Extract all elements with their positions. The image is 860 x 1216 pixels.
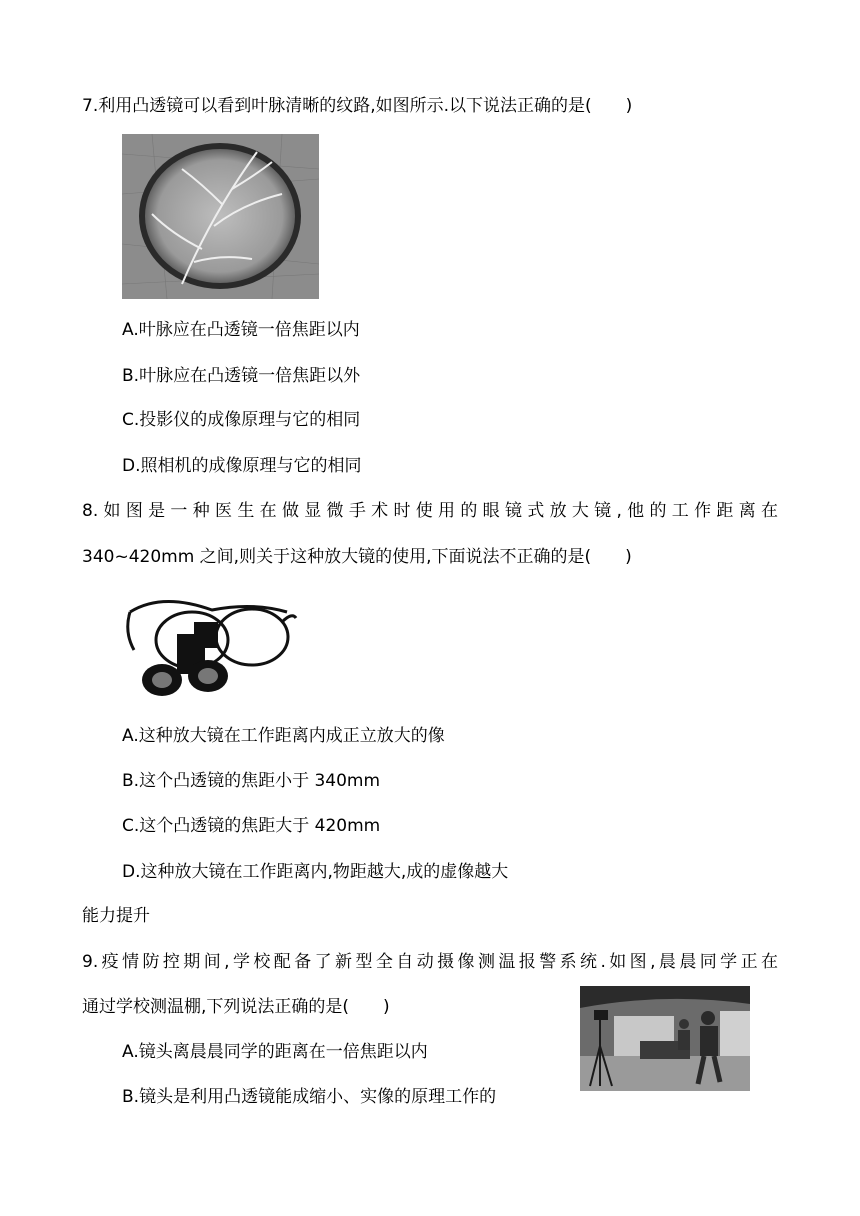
temperature-booth-photo xyxy=(580,986,750,1091)
question-8-option-b: B.这个凸透镜的焦距小于 340mm xyxy=(122,771,381,791)
question-8-stem-line-2: 340~420mm 之间,则关于这种放大镜的使用,下面说法不正确的是( ) xyxy=(82,547,632,567)
question-8-stem-line-1: 8.如图是一种医生在做显微手术时使用的眼镜式放大镜,他的工作距离在 xyxy=(82,501,778,521)
question-8-option-d: D.这种放大镜在工作距离内,物距越大,成的虚像越大 xyxy=(122,862,509,882)
loupe-glasses-image xyxy=(122,582,298,708)
question-9-option-b: B.镜头是利用凸透镜能成缩小、实像的原理工作的 xyxy=(122,1087,497,1107)
section-heading: 能力提升 xyxy=(82,906,150,926)
question-7-option-c: C.投影仪的成像原理与它的相同 xyxy=(122,410,361,430)
question-8-option-c: C.这个凸透镜的焦距大于 420mm xyxy=(122,816,381,836)
question-7-stem: 7.利用凸透镜可以看到叶脉清晰的纹路,如图所示.以下说法正确的是( ) xyxy=(82,96,633,116)
question-8-option-a: A.这种放大镜在工作距离内成正立放大的像 xyxy=(122,726,445,746)
question-7-option-a: A.叶脉应在凸透镜一倍焦距以内 xyxy=(122,320,360,340)
question-7-option-d: D.照相机的成像原理与它的相同 xyxy=(122,456,362,476)
leaf-magnifier-image xyxy=(122,134,319,299)
question-7-option-b: B.叶脉应在凸透镜一倍焦距以外 xyxy=(122,366,361,386)
question-9-stem-line-1: 9.疫情防控期间,学校配备了新型全自动摄像测温报警系统.如图,晨晨同学正在 xyxy=(82,952,778,972)
question-9-stem-line-2: 通过学校测温棚,下列说法正确的是( ) xyxy=(82,997,390,1017)
question-9-option-a: A.镜头离晨晨同学的距离在一倍焦距以内 xyxy=(122,1042,428,1062)
